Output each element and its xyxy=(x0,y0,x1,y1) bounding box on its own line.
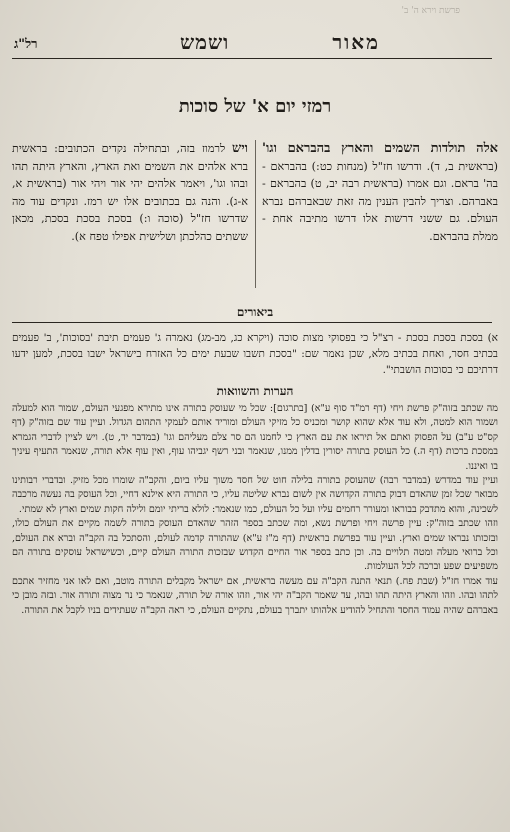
notes-paragraph: עוד אמרו חז"ל (שבת פח.) תנאי התנה הקב"ה עם מעשה בראשית, אם ישראל מקבלים התורה מוטב, ואם לאו אני מחזיר אתכם לתהו ובהו. וזהו והארץ היתה תהו ובהו, עד שאמר הקב"ה יהי אור, וזהו אורה של תורה, שנאמר כי נר מצוה ותורה אור. ובזה מובן כי באברהם שהיה עמוד החסד והתחיל להודיע אלהותו יתברך בעולם, נתקיים העולם, כי ראה הקב"ה שעתידים בניו לקבל את התורה. xyxy=(12,575,498,616)
right-column-lead: אלה תולדות השמים והארץ בהבראם וגו' xyxy=(262,141,498,156)
biurim-rule xyxy=(12,322,492,323)
biurim-heading: ביאורים xyxy=(236,305,274,319)
notes-paragraph: ועיין עוד במדרש (במדבר רבה) שהעוסק בתורה בלילה חוט של חסד משוך עליו ביום, והקב"ה שומרו מכל מזיק. ובדברי רבותינו מבואר שכל זמן שהאדם דבוק בתורה הקדושה אין לשום נברא שליטה עליו, כי התורה היא אילנא דחיי, וכל העוסק בה נעשה מרכבה לשכינה, והוא מתדבק בבוראו ומעורר רחמים עליו ועל כל העולם, כמו שנאמר: לולא בריתי יומם ולילה חקות שמים וארץ לא שמתי. xyxy=(12,475,498,515)
column-divider xyxy=(255,140,256,288)
faint-bleedthrough-text: פרשת וירא ה' ב' xyxy=(401,6,460,16)
right-column xyxy=(262,140,498,245)
left-column-lead: ויש xyxy=(232,141,248,156)
notes-body xyxy=(12,402,498,618)
page-header xyxy=(0,30,510,70)
header-rule xyxy=(12,58,492,59)
notes-paragraph: מה שכתב בזוה"ק פרשת ויחי (דף רמ"ד סוף ע"א) [בתרגום]: שכל מי שעוסק בתורה אינו מתירא מפגעי העולם, שמור הוא למעלה ושמור הוא למטה, ולא עוד אלא שהוא קושר ומכניס כל מזיקי העולם ומוריד אותם לעמקי התהום הגדול. ועיין עוד שם בזוה"ק (דף קס"ט ע"ב) על הפסוק ואתם אל תיראו את עם הארץ כי לחמנו הם סר צלם מעליהם וגו' (במדבר יד, ט). ויש לציין לדברי הגמרא במסכת ברכות (דף ה.) כל העוסק בתורה יסורין בדלין ממנו, שנאמר ובני רשף יגביהו עוף, ואין עוף אלא תורה, שנאמר התעיף עיניך בו ואיננו. xyxy=(12,403,498,472)
biurim-text: א) בסכת בסכת בסכת - רצ"ל כי בפסוקי מצות סוכה (ויקרא כג, מב-מג) נאמרה ג' פעמים תיבת 'בסוכות', ב' פעמים בכתיב חסר, ואחת בכתיב מלא, שכן נאמר שם: "בסכת תשבו שבעת ימים כל האזרח בישראל ישבו בסכת, למען ידעו דרתיכם כי בסוכות הושבתי". xyxy=(12,332,498,376)
notes-heading: הערות והשוואות xyxy=(216,384,294,398)
page-number: רל"ג xyxy=(14,37,38,52)
notes-paragraph: וזהו שכתב בזוה"ק: עיין פרשה ויחי ופרשת נשא, ומה שכתב בספר הזהר שהאדם העוסק בתורה לשמה מקיים את העולם כולו, ובזכותו נבראו שמים וארץ. ועיין עוד בפרשת בראשית (דף מ"ז ע"א) שהתורה קדמה לעולם, והסתכל בה הקב"ה וברא את העולם, וכל ברואי מעלה ומטה תלויים בה. וכן כתב בספר אור החיים הקדוש שבזכות התורה העולם קיים, וכשישראל עוסקים בתורה הם משפיעים שפע וברכה לכל העולמות. xyxy=(12,518,498,573)
header-title-left: ושמש xyxy=(180,30,230,54)
left-column xyxy=(12,140,248,245)
left-column-text: לרמוז בזה, ובתחילה נקדים הכתובים: בראשית ברא אלהים את השמים ואת הארץ, והארץ היתה תהו ובהו וגו', ויאמר אלהים יהי אור ויהי אור (בראשית א, א-ג). והנה גם בכתובים אלו יש רמז. ונקדים עוד מה שדרשו חז"ל (סוכה ו:) בסכת בסכת בסכת, מכאן ששתים כהלכתן ושלישית אפילו טפח א). xyxy=(12,142,248,243)
section-title: רמזי יום א' של סוכות xyxy=(178,96,332,117)
header-title-right: מאור xyxy=(332,30,380,54)
right-column-text: (בראשית ב, ד). ודרשו חז"ל (מנחות כט:) בהבראם - בה' בראם. וגם אמרו (בראשית רבה יב, ט) בהבראם - באברהם. וצריך להבין הענין מה זאת שבאברהם נברא העולם. גם ששני דרשות אלו דרשו מתיבה אחת - ממלת בהבראם. xyxy=(262,159,498,243)
main-columns xyxy=(12,140,498,290)
